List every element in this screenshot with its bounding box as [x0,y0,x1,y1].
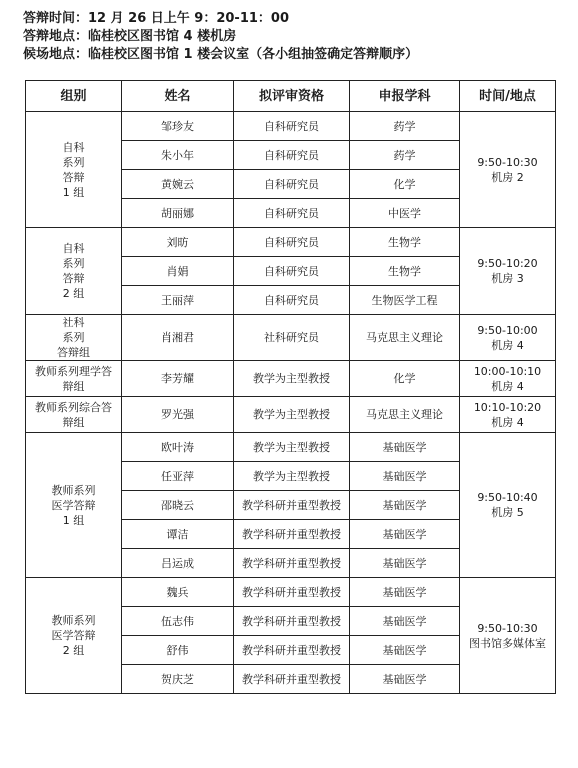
member-name-cell: 李芳耀 [122,361,234,397]
group-label-cell: 教师系列 医学答辩 1 组 [26,433,122,578]
member-name-cell: 伍志伟 [122,607,234,636]
schedule-header [23,10,418,64]
member-name-cell: 胡丽娜 [122,199,234,228]
member-name-cell: 朱小年 [122,141,234,170]
subject-cell: 基础医学 [350,578,460,607]
qualification-cell: 自科研究员 [234,141,350,170]
member-name-cell: 任亚萍 [122,462,234,491]
member-name-cell: 贺庆芝 [122,665,234,694]
qualification-cell: 自科研究员 [234,286,350,315]
time-place-cell: 10:10-10:20 机房 4 [460,397,556,433]
member-name-cell: 黄婉云 [122,170,234,199]
group-label-cell: 教师系列 医学答辩 2 组 [26,578,122,694]
qualification-cell: 教学为主型教授 [234,433,350,462]
member-name-cell: 邹珍友 [122,112,234,141]
table-row [26,361,556,397]
table-row [26,112,556,141]
member-name-cell: 邵晓云 [122,491,234,520]
member-name-cell: 谭洁 [122,520,234,549]
time-place-cell: 9:50-10:30 图书馆多媒体室 [460,578,556,694]
qualification-cell: 教学科研并重型教授 [234,491,350,520]
member-name-cell: 魏兵 [122,578,234,607]
waiting-location: 候场地点：临桂校区图书馆 1 楼会议室（各小组抽签确定答辩顺序） [23,47,419,62]
qualification-cell: 教学为主型教授 [234,462,350,491]
member-name-cell: 欧叶涛 [122,433,234,462]
subject-cell: 基础医学 [350,491,460,520]
qualification-cell: 教学为主型教授 [234,361,350,397]
subject-cell: 基础医学 [350,636,460,665]
time-place-cell: 9:50-10:00 机房 4 [460,315,556,361]
subject-cell: 基础医学 [350,665,460,694]
qualification-cell: 教学科研并重型教授 [234,636,350,665]
group-label-cell: 自科 系列 答辩 2 组 [26,228,122,315]
defense-time: 答辩时间：12 月 26 日上午 9：20-11：00 [23,11,289,26]
group-label-cell: 社科 系列 答辩组 [26,315,122,361]
time-place-cell: 10:00-10:10 机房 4 [460,361,556,397]
qualification-cell: 教学科研并重型教授 [234,607,350,636]
table-row [26,578,556,607]
column-header-group: 组别 [26,81,122,112]
subject-cell: 药学 [350,141,460,170]
group-label-cell: 自科 系列 答辩 1 组 [26,112,122,228]
qualification-cell: 自科研究员 [234,257,350,286]
member-name-cell: 肖湘君 [122,315,234,361]
table-row [26,228,556,257]
table-header-row [26,81,556,112]
member-name-cell: 吕运成 [122,549,234,578]
qualification-cell: 教学科研并重型教授 [234,665,350,694]
member-name-cell: 肖娟 [122,257,234,286]
member-name-cell: 王丽萍 [122,286,234,315]
qualification-cell: 教学科研并重型教授 [234,578,350,607]
time-place-cell: 9:50-10:20 机房 3 [460,228,556,315]
table-row [26,315,556,361]
qualification-cell: 教学科研并重型教授 [234,549,350,578]
qualification-cell: 社科研究员 [234,315,350,361]
subject-cell: 马克思主义理论 [350,315,460,361]
table-row [26,397,556,433]
defense-location: 答辩地点：临桂校区图书馆 4 楼机房 [23,29,237,44]
subject-cell: 基础医学 [350,549,460,578]
subject-cell: 化学 [350,170,460,199]
table-row [26,433,556,462]
qualification-cell: 自科研究员 [234,228,350,257]
subject-cell: 基础医学 [350,462,460,491]
subject-cell: 药学 [350,112,460,141]
member-name-cell: 舒伟 [122,636,234,665]
subject-cell: 生物学 [350,257,460,286]
column-header-time-place: 时间/地点 [460,81,556,112]
qualification-cell: 自科研究员 [234,112,350,141]
group-label-cell: 教师系列理学答 辩组 [26,361,122,397]
subject-cell: 生物医学工程 [350,286,460,315]
subject-cell: 基础医学 [350,433,460,462]
column-header-name: 姓名 [122,81,234,112]
time-place-cell: 9:50-10:40 机房 5 [460,433,556,578]
subject-cell: 马克思主义理论 [350,397,460,433]
qualification-cell: 教学为主型教授 [234,397,350,433]
subject-cell: 中医学 [350,199,460,228]
schedule-table [25,80,556,694]
subject-cell: 生物学 [350,228,460,257]
column-header-subject: 申报学科 [350,81,460,112]
subject-cell: 基础医学 [350,607,460,636]
subject-cell: 化学 [350,361,460,397]
qualification-cell: 自科研究员 [234,170,350,199]
qualification-cell: 教学科研并重型教授 [234,520,350,549]
column-header-qualification: 拟评审资格 [234,81,350,112]
group-label-cell: 教师系列综合答 辩组 [26,397,122,433]
time-place-cell: 9:50-10:30 机房 2 [460,112,556,228]
member-name-cell: 罗光强 [122,397,234,433]
member-name-cell: 刘昉 [122,228,234,257]
qualification-cell: 自科研究员 [234,199,350,228]
subject-cell: 基础医学 [350,520,460,549]
schedule-body [26,112,556,694]
